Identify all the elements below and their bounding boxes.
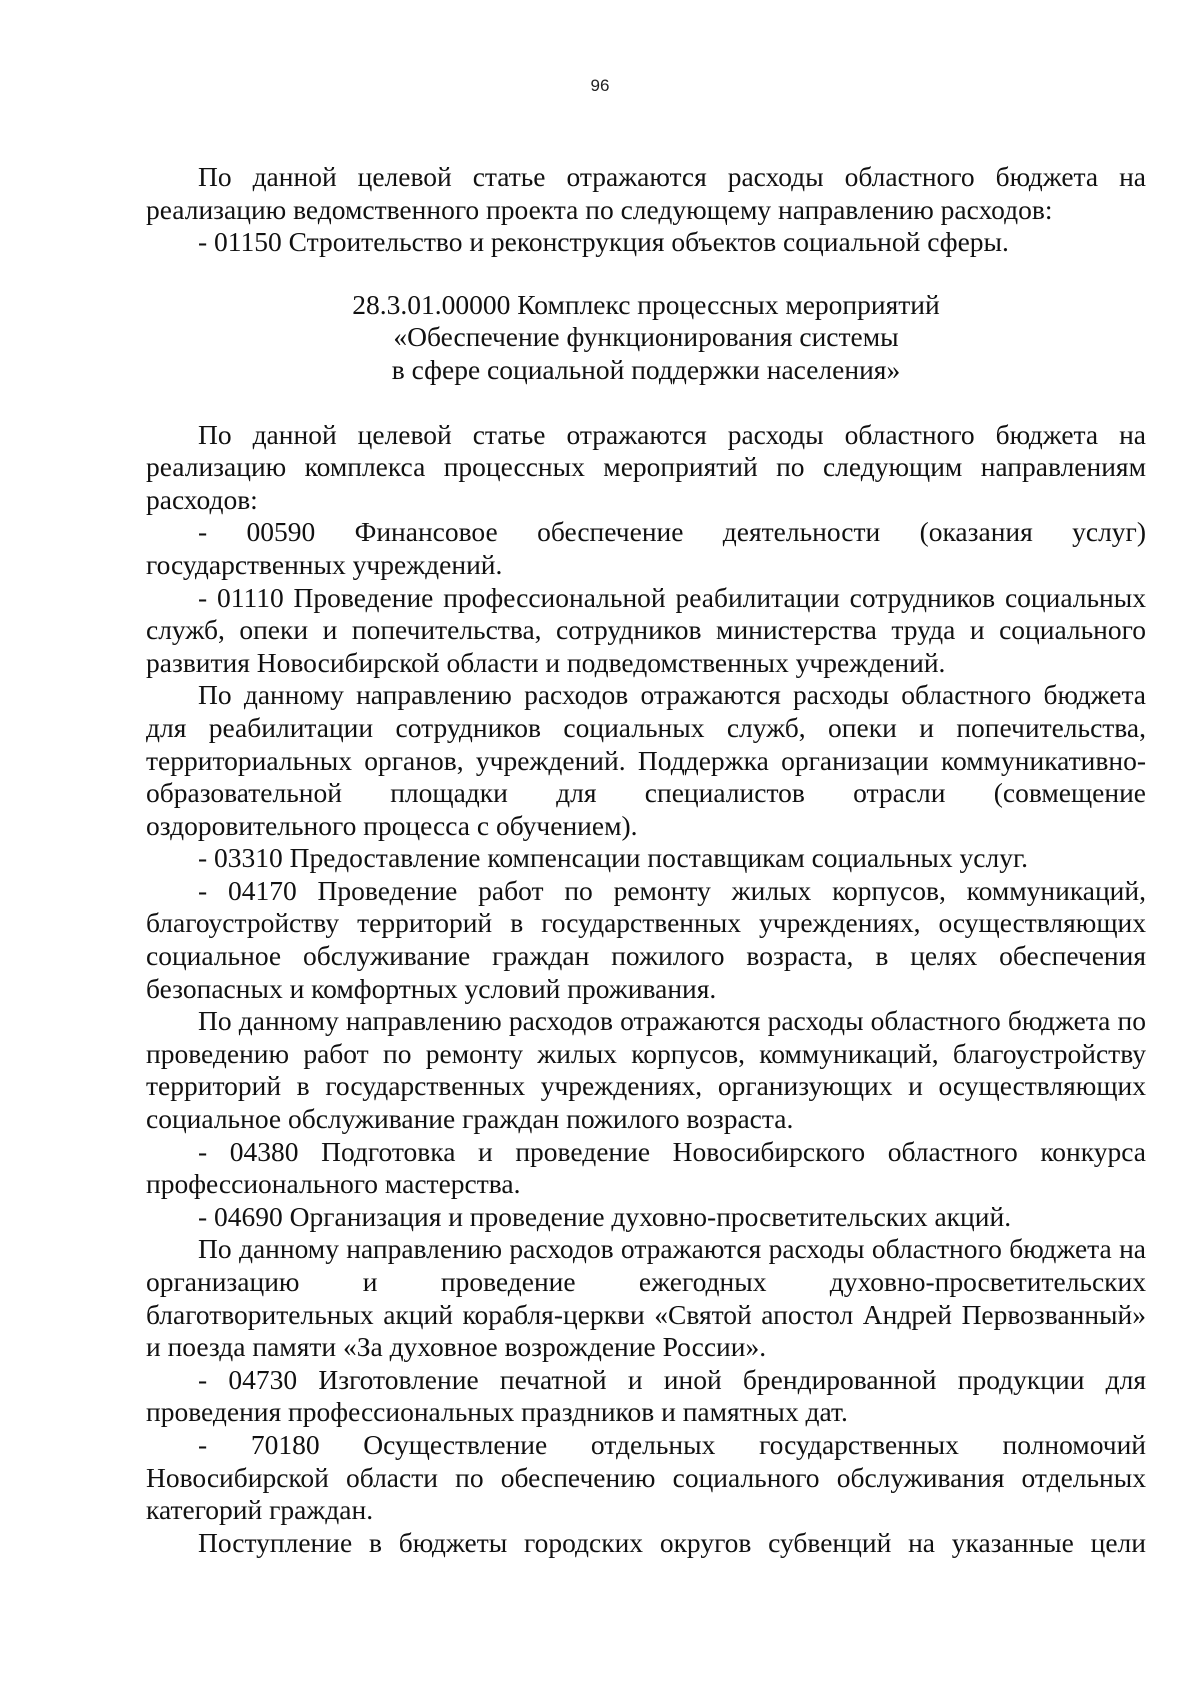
- expense-note-04170: По данному направлению расходов отражаются расходы областного бюджета по проведению работ по ремонту жилых корпусов, коммуникаций, благоустройству территорий в государственных учреждениях, организующих и осуществляющих социальное обслуживание граждан пожилого возраста.: [146, 1005, 1146, 1135]
- expense-note-04690: По данному направлению расходов отражаются расходы областного бюджета на организацию и проведение ежегодных духовно-просветительских благотворительных акций корабля-церкви «Святой апостол Андрей Первозванный» и поезда памяти «За духовное возрождение России».: [146, 1233, 1146, 1363]
- expense-item-00590: - 00590 Финансовое обеспечение деятельности (оказания услуг) государственных учреждений.: [146, 516, 1146, 580]
- expense-item-01150: - 01150 Строительство и реконструкция объектов социальной сферы.: [198, 226, 1009, 258]
- page-number: 96: [590, 76, 610, 95]
- subvention-paragraph: Поступление в бюджеты городских округов субвенций на указанные цели: [198, 1526, 1146, 1558]
- document-body: [146, 161, 1146, 1559]
- expense-item-04170: - 04170 Проведение работ по ремонту жилых корпусов, коммуникаций, благоустройству территорий в государственных учреждениях, осуществляющих социальное обслуживание граждан пожилого возраста, в целях обеспечения безопасных и комфортных условий проживания.: [146, 874, 1146, 1004]
- section-heading: [146, 289, 1146, 387]
- expense-item-70180: - 70180 Осуществление отдельных государственных полномочий Новосибирской области по обеспечению социального обслуживания отдельных категорий граждан.: [146, 1428, 1146, 1526]
- expense-item-01110: - 01110 Проведение профессиональной реабилитации сотрудников социальных служб, опеки и попечительства, сотрудников министерства труда и социального развития Новосибирской области и подведомственных учреждений.: [146, 581, 1146, 678]
- section-intro-paragraph: По данной целевой статье отражаются расходы областного бюджета на реализацию комплекса процессных мероприятий по следующим направлениям расходов:: [146, 418, 1146, 515]
- expense-item-03310: - 03310 Предоставление компенсации поставщикам социальных услуг.: [198, 842, 1028, 874]
- section-heading-line-3: в сфере социальной поддержки населения»: [391, 353, 901, 385]
- expense-item-04690: - 04690 Организация и проведение духовно-просветительских акций.: [198, 1200, 1012, 1232]
- expense-note-01110: По данному направлению расходов отражаются расходы областного бюджета для реабилитации сотрудников социальных служб, опеки и попечительства, территориальных органов, учреждений. Поддержка организации коммуникативно-образовательной площадки для специалистов отрасли (совмещение оздоровительного процесса с обучением).: [146, 679, 1146, 841]
- intro-paragraph: По данной целевой статье отражаются расходы областного бюджета на реализацию ведомственного проекта по следующему направлению расходов:: [146, 161, 1146, 225]
- expense-item-04730: - 04730 Изготовление печатной и иной брендированной продукции для проведения профессиональных праздников и памятных дат.: [146, 1363, 1146, 1428]
- section-heading-line-2: «Обеспечение функционирования системы: [393, 321, 899, 353]
- expense-item-04380: - 04380 Подготовка и проведение Новосибирского областного конкурса профессионального мастерства.: [146, 1135, 1146, 1200]
- section-heading-line-1: 28.3.01.00000 Комплекс процессных мероприятий: [352, 288, 940, 320]
